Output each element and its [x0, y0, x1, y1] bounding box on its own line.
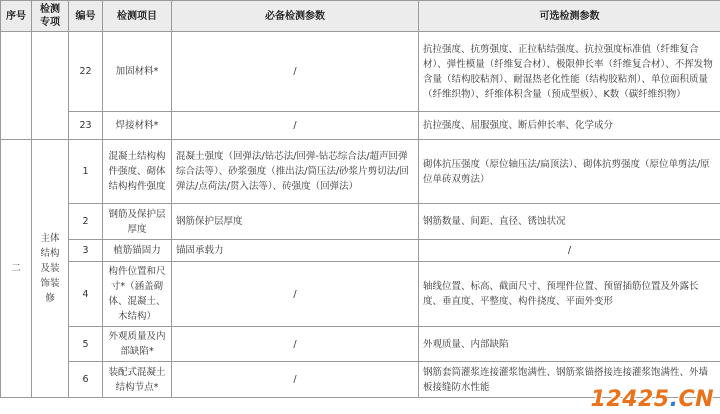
item-cell: 构件位置和尺寸*（涵盖砌体、混凝土、木结构） — [103, 262, 172, 327]
code-cell: 2 — [69, 204, 103, 240]
code-cell: 5 — [69, 327, 103, 362]
optional-cell: 砌体抗压强度（原位轴压法/扁顶法）、砌体抗剪强度（原位单剪法/原位单砖双剪法） — [419, 140, 720, 204]
category-cell-empty — [32, 32, 69, 140]
code-cell: 23 — [69, 112, 103, 140]
optional-cell: 钢筋数量、间距、直径、锈蚀状况 — [419, 204, 720, 240]
optional-cell: 抗拉强度、抗剪强度、正拉粘结强度、抗拉强度标准值（纤维复合材）、弹性模量（纤维复合材）、极限伸长率（纤维复合材）、不挥发物含量（结构胶粘剂）、耐湿热老化性能（结构胶粘剂）、单位面积质量（纤维织物）、纤维体积含量（预成型板）、K数（碳纤维织物） — [419, 32, 720, 112]
header-required: 必备检测参数 — [172, 1, 419, 32]
code-cell: 6 — [69, 362, 103, 398]
item-cell: 焊接材料* — [103, 112, 172, 140]
required-cell: / — [172, 112, 419, 140]
item-cell: 混凝土结构构件强度、砌体结构构件强度 — [103, 140, 172, 204]
item-cell: 植筋锚固力 — [103, 240, 172, 262]
seq-cell-empty — [1, 32, 32, 140]
group-seq-cell: 二 — [1, 140, 32, 398]
watermark-main: 12425 — [590, 387, 670, 412]
table-row — [1, 112, 720, 140]
optional-cell: / — [419, 240, 720, 262]
optional-cell: 抗拉强度、屈服强度、断后伸长率、化学成分 — [419, 112, 720, 140]
optional-cell: 轴线位置、标高、截面尺寸、预埋件位置、预留插筋位置及外露长度、垂直度、平整度、构件挠度、平面外变形 — [419, 262, 720, 327]
header-item: 检测项目 — [103, 1, 172, 32]
header-seq: 序号 — [1, 1, 32, 32]
table-row — [1, 140, 720, 204]
code-cell: 4 — [69, 262, 103, 327]
required-cell: / — [172, 362, 419, 398]
item-cell: 外观质量及内部缺陷* — [103, 327, 172, 362]
table-header-row — [1, 1, 720, 32]
code-cell: 3 — [69, 240, 103, 262]
item-cell: 加固材料* — [103, 32, 172, 112]
header-optional: 可选检测参数 — [419, 1, 720, 32]
header-category: 检测专项 — [32, 1, 69, 32]
optional-cell: 钢筋套筒灌浆连接灌浆饱满性、钢筋浆锚搭接连接灌浆饱满性、外墙板接缝防水性能 — [419, 362, 720, 398]
group-category-cell: 主体结构及装饰装修 — [32, 140, 69, 398]
item-cell: 钢筋及保护层厚度 — [103, 204, 172, 240]
code-cell: 1 — [69, 140, 103, 204]
required-cell: 钢筋保护层厚度 — [172, 204, 419, 240]
site-watermark — [591, 387, 714, 412]
code-cell: 22 — [69, 32, 103, 112]
table-row — [1, 240, 720, 262]
required-cell: / — [172, 32, 419, 112]
required-cell: / — [172, 262, 419, 327]
item-cell: 装配式混凝土结构节点* — [103, 362, 172, 398]
watermark-dot: . — [669, 387, 679, 412]
required-cell: / — [172, 327, 419, 362]
watermark-tld: CN — [678, 387, 714, 412]
table-row — [1, 32, 720, 112]
table-row — [1, 262, 720, 327]
header-code: 编号 — [69, 1, 103, 32]
required-cell: 锚固承载力 — [172, 240, 419, 262]
table-row — [1, 204, 720, 240]
optional-cell: 外观质量、内部缺陷 — [419, 327, 720, 362]
required-cell: 混凝土强度（回弹法/钻芯法/回弹-钻芯综合法/超声回弹综合法等）、砂浆强度（推出法/筒压法/砂浆片剪切法/回弹法/点荷法/贯入法等）、砖强度（回弹法） — [172, 140, 419, 204]
table-row — [1, 327, 720, 362]
